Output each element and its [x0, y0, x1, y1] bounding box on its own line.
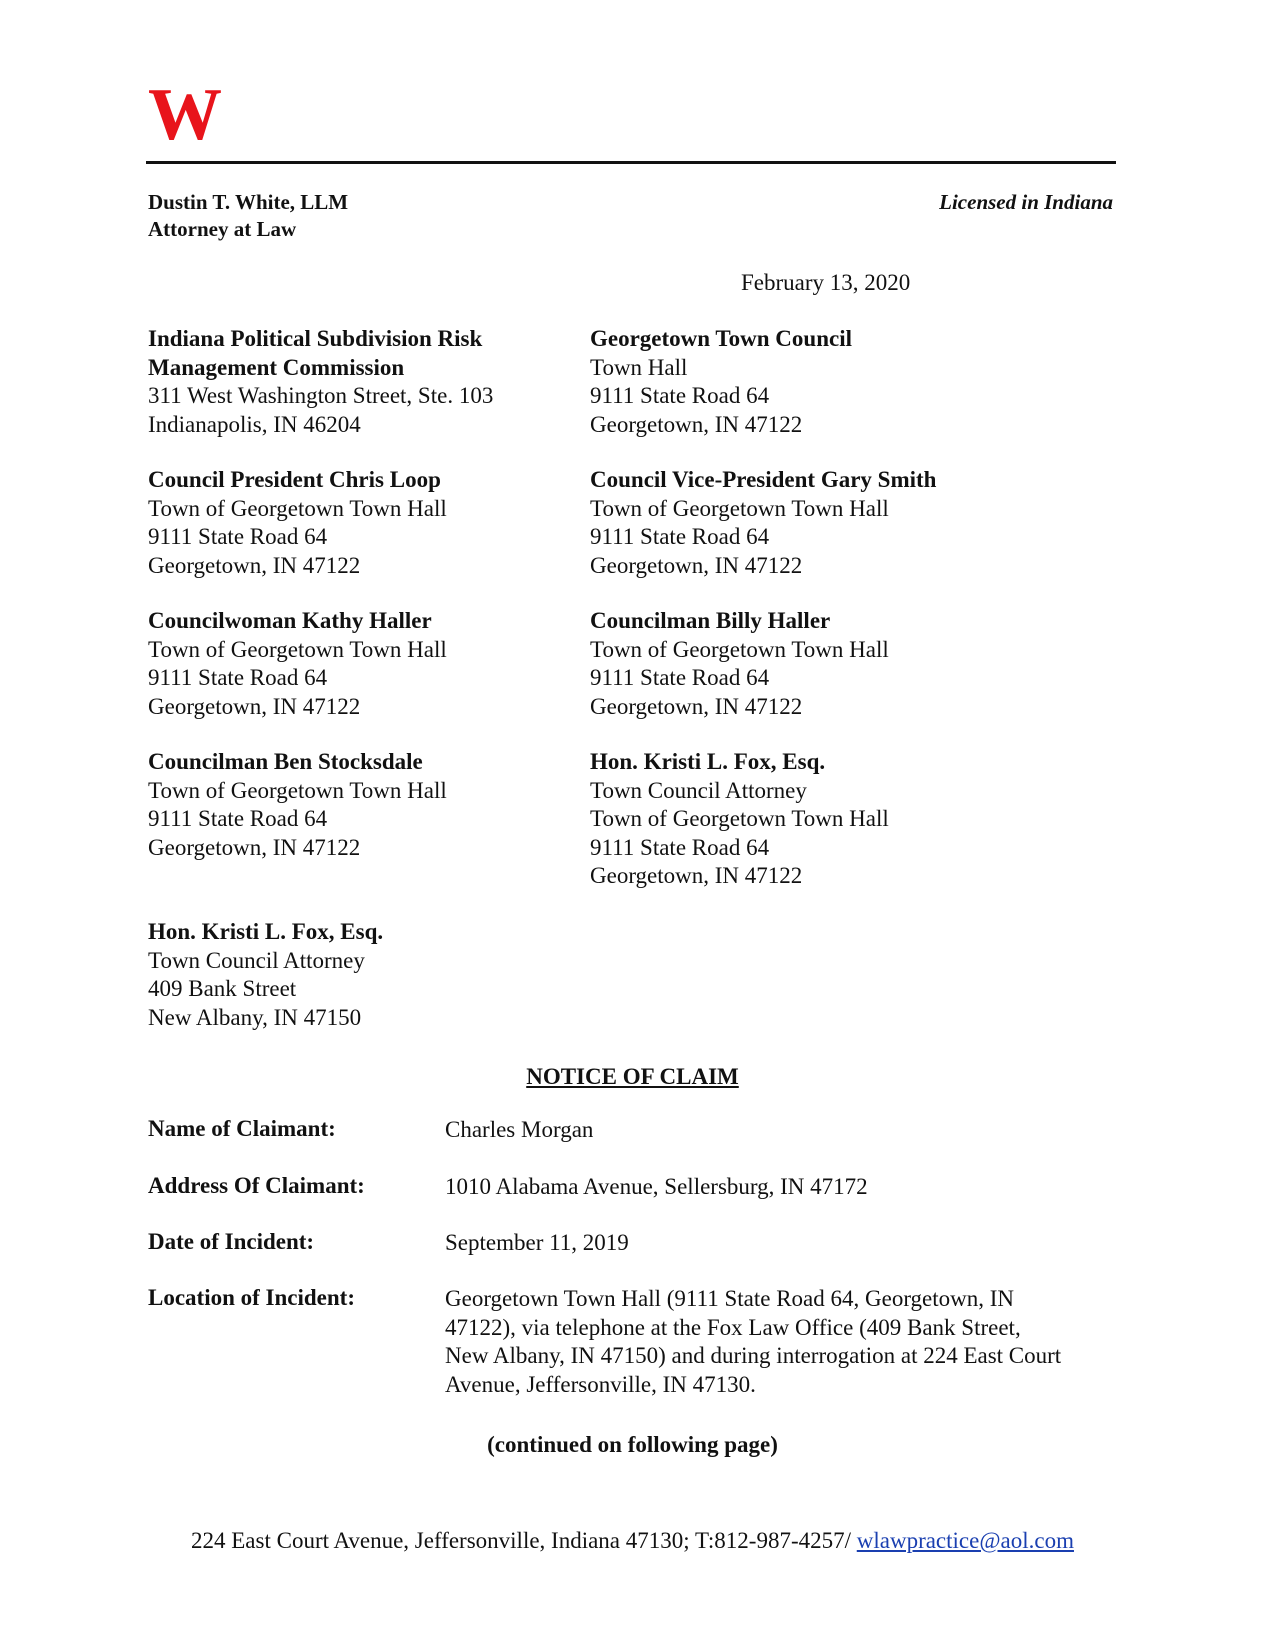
footer-email-link[interactable]: wlawpractice@aol.com [856, 1528, 1074, 1553]
address-line: Town of Georgetown Town Hall [148, 636, 447, 662]
address-line: Town of Georgetown Town Hall [590, 806, 889, 831]
address-line: Town of Georgetown Town Hall [148, 777, 447, 803]
location-line: New Albany, IN 47150) and during interrogation at 224 East Court [445, 1343, 1062, 1368]
address-line: 9111 State Road 64 [590, 834, 770, 860]
licensed-note: Licensed in Indiana [939, 190, 1113, 214]
address-line: Georgetown, IN 47122 [590, 411, 803, 437]
address-line: New Albany, IN 47150 [148, 1004, 362, 1030]
recipient-name: Council Vice-President Gary Smith [590, 467, 937, 492]
recipient-name: Management Commission [148, 354, 405, 380]
field-label: Location of Incident: [148, 1285, 355, 1310]
attorney-name: Dustin T. White, LLM [148, 190, 349, 214]
address-line: 9111 State Road 64 [590, 524, 770, 549]
address-line: 9111 State Road 64 [590, 665, 770, 690]
address-line: Town of Georgetown Town Hall [148, 495, 447, 521]
address-line: Georgetown, IN 47122 [590, 552, 803, 578]
recipient-address [148, 466, 588, 580]
address-line: 9111 State Road 64 [590, 383, 770, 408]
recipient-name: Councilman Billy Haller [590, 608, 831, 633]
address-line: 9111 State Road 64 [148, 665, 328, 690]
attorney-title: Attorney at Law [148, 217, 297, 241]
field-label: Name of Claimant: [148, 1116, 336, 1141]
recipient-name: Georgetown Town Council [590, 326, 852, 351]
recipient-name: Council President Chris Loop [148, 467, 441, 492]
location-line: Avenue, Jeffersonville, IN 47130. [445, 1371, 756, 1397]
address-line: Town Council Attorney [590, 777, 807, 803]
address-line: Georgetown, IN 47122 [590, 863, 803, 888]
footer-address: 224 East Court Avenue, Jeffersonville, Indiana 47130; T:812-987-4257/ [191, 1528, 857, 1553]
field-label: Address Of Claimant: [148, 1173, 365, 1198]
claimant-name-value: Charles Morgan [445, 1117, 594, 1142]
continued-note: (continued on following page) [487, 1432, 778, 1457]
recipient-name: Councilman Ben Stocksdale [148, 749, 423, 774]
recipient-address [148, 918, 588, 1032]
claimant-address-value: 1010 Alabama Avenue, Sellersburg, IN 47172 [445, 1174, 868, 1199]
address-line: Town of Georgetown Town Hall [590, 495, 889, 521]
recipient-name: Indiana Political Subdivision Risk [148, 326, 483, 351]
letter-date: February 13, 2020 [741, 270, 911, 295]
recipient-address [590, 748, 1030, 891]
recipient-address [148, 748, 588, 862]
address-line: Georgetown, IN 47122 [590, 693, 803, 719]
recipient-name: Hon. Kristi L. Fox, Esq. [590, 749, 826, 774]
firm-logo: W [148, 74, 220, 156]
recipient-address [590, 466, 1030, 580]
location-line: 47122), via telephone at the Fox Law Office (409 Bank Street, [445, 1314, 1021, 1340]
header-rule [146, 161, 1116, 164]
address-line: Town Hall [590, 354, 688, 380]
address-line: Town of Georgetown Town Hall [590, 636, 889, 662]
field-label: Date of Incident: [148, 1229, 315, 1254]
address-line: 409 Bank Street [148, 976, 297, 1001]
recipient-address [148, 325, 588, 439]
location-line: Georgetown Town Hall (9111 State Road 64, Georgetown, IN [445, 1286, 1015, 1311]
recipient-name: Councilwoman Kathy Haller [148, 608, 432, 633]
address-line: 311 West Washington Street, Ste. 103 [148, 383, 494, 408]
notice-title: NOTICE OF CLAIM [526, 1064, 739, 1089]
address-line: 9111 State Road 64 [148, 806, 328, 831]
recipient-address [590, 325, 1030, 439]
address-line: Indianapolis, IN 46204 [148, 411, 361, 437]
address-line: Town Council Attorney [148, 947, 365, 973]
incident-location-value [445, 1285, 1125, 1399]
attorney-block [148, 189, 348, 243]
recipient-name: Hon. Kristi L. Fox, Esq. [148, 919, 384, 944]
recipient-address [148, 607, 588, 721]
address-line: Georgetown, IN 47122 [148, 693, 361, 719]
recipient-address [590, 607, 1030, 721]
incident-date-value: September 11, 2019 [445, 1230, 629, 1255]
address-line: Georgetown, IN 47122 [148, 552, 361, 578]
address-line: Georgetown, IN 47122 [148, 834, 361, 860]
footer [0, 1528, 1265, 1554]
address-line: 9111 State Road 64 [148, 524, 328, 549]
